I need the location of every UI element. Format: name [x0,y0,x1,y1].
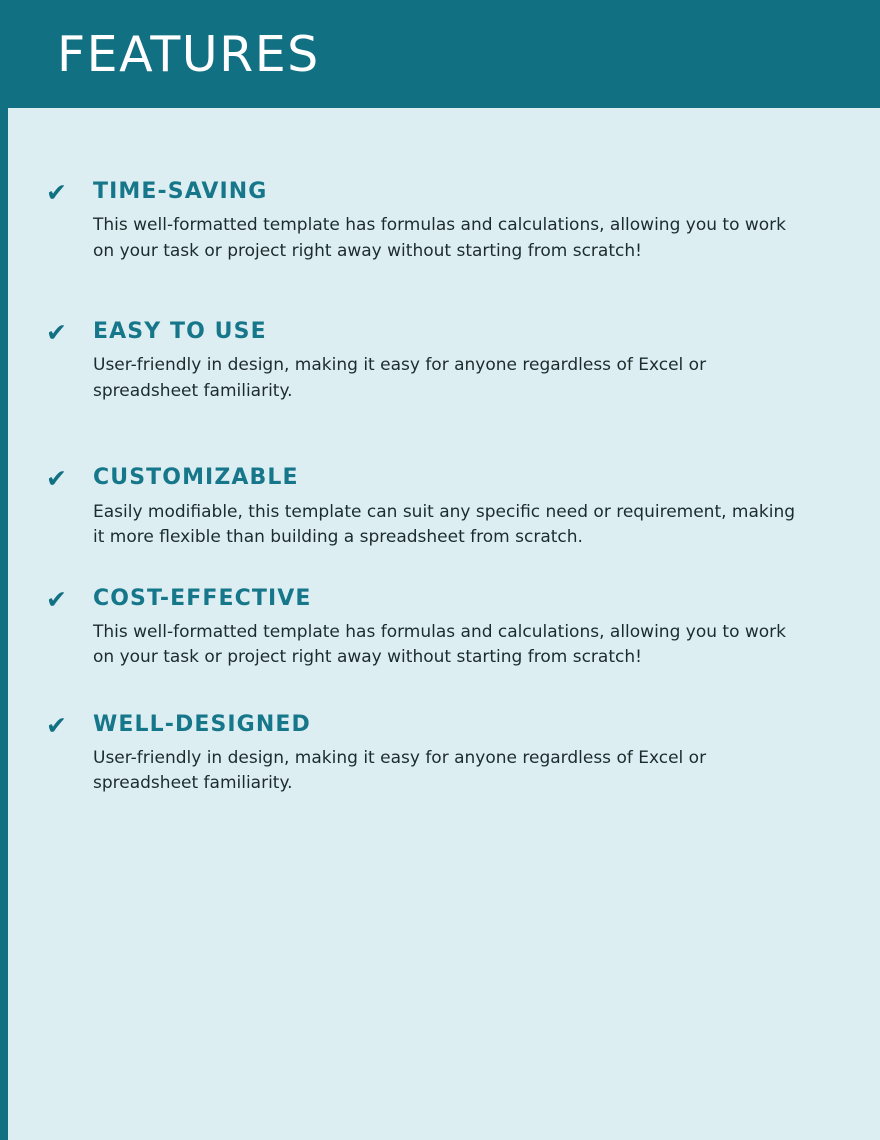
feature-description: User-friendly in design, making it easy for anyone regardless of Excel or spreadsheet familiarity. [93,747,707,794]
features-list [0,108,880,797]
page-header [8,0,880,108]
check-icon: ✔ [46,710,67,740]
feature-title: CUSTOMIZABLE [93,465,299,491]
feature-title: WELL-DESIGNED [93,711,311,737]
feature-title: TIME-SAVING [93,179,268,204]
feature-description: User-friendly in design, making it easy for anyone regardless of Excel or spreadsheet familiarity. [93,355,707,401]
check-icon: ✔ [46,464,67,494]
check-icon: ✔ [46,318,67,348]
feature-item [0,710,880,797]
check-icon: ✔ [46,178,67,207]
feature-item [0,466,880,550]
feature-description: This well-formatted template has formulas and calculations, allowing you to work on your task or project right away without starting from scratch! [93,215,787,261]
feature-item [0,320,880,404]
feature-item [0,584,880,671]
feature-title: EASY TO USE [93,319,267,345]
feature-description: Easily modifiable, this template can suit any specific need or requirement, making it more flexible than building a spreadsheet from scratch. [93,501,796,548]
check-icon: ✔ [46,584,67,614]
feature-item [0,180,880,264]
page-title: FEATURES [57,25,320,83]
feature-description: This well-formatted template has formulas and calculations, allowing you to work on your task or project right away without starting from scratch! [93,621,787,668]
feature-title: COST-EFFECTIVE [93,585,312,611]
